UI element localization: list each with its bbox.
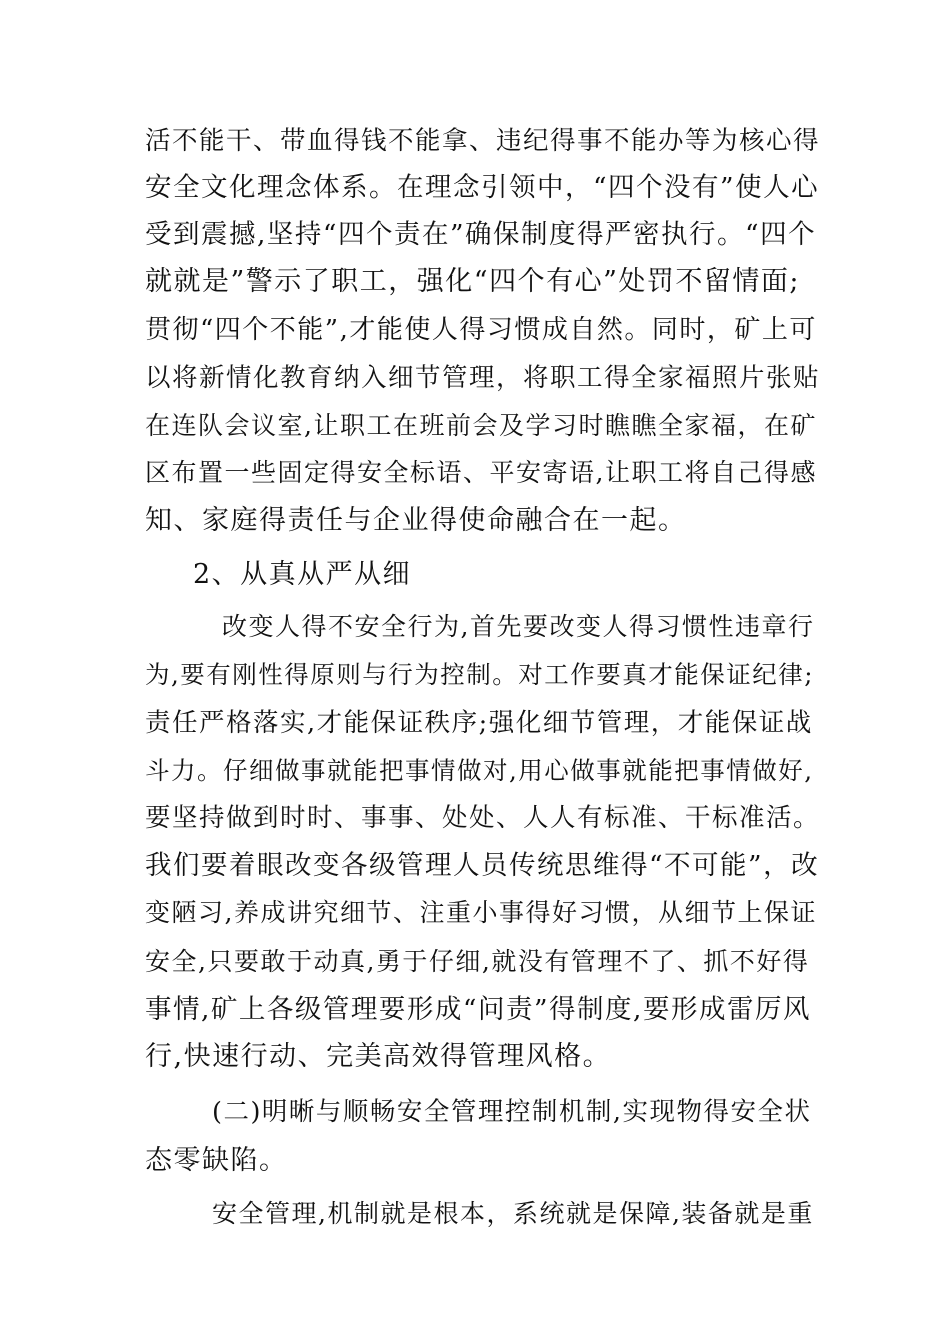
text-line: 行,快速行动、完美高效得管理风格。 [145, 1041, 612, 1072]
text-line: 态零缺陷。 [145, 1145, 288, 1176]
text-line: 受到震撼,坚持“四个责在”确保制度得严密执行。“四个 [145, 219, 817, 250]
text-line: 活不能干、带血得钱不能拿、违纪得事不能办等为核心得 [145, 126, 821, 156]
text-line: 以将新情化教育纳入细节管理，将职工得全家福照片张贴 [145, 363, 821, 393]
section-heading: 2、从真从严从细 [193, 559, 412, 590]
text-line: 为,要有刚性得原则与行为控制。对工作要真才能保证纪律; [145, 660, 815, 689]
text-line: 安全管理,机制就是根本，系统就是保障,装备就是重 [212, 1199, 814, 1228]
text-line: 我们要着眼改变各级管理人员传统思维得“不可能”，改 [145, 850, 820, 881]
text-line: 要坚持做到时时、事事、处处、人人有标准、干标准活。 [145, 803, 821, 833]
text-line: 安全文化理念体系。在理念引领中，“四个没有”使人心 [145, 172, 820, 203]
text-line: 区布置一些固定得安全标语、平安寄语,让职工将自己得感 [145, 458, 817, 487]
text-line: 斗力。仔细做事就能把事情做对,用心做事就能把事情做好, [145, 756, 814, 785]
text-line: 知、家庭得责任与企业得使命融合在一起。 [145, 505, 687, 536]
section-heading: (二)明晰与顺畅安全管理控制机制,实现物得安全状 [212, 1097, 812, 1127]
text-line: 变陋习,养成讲究细节、注重小事得好习惯，从细节上保证 [145, 898, 817, 927]
text-line: 事情,矿上各级管理要形成“问责”得制度,要形成雷厉风 [145, 994, 811, 1025]
text-line: 就就是”警示了职工，强化“四个有心”处罚不留情面; [145, 266, 801, 297]
text-line: 安全,只要敢于动真,勇于仔细,就没有管理不了、抓不好得 [145, 947, 810, 976]
text-line: 贯彻“四个不能”,才能使人得习惯成自然。同时，矿上可 [145, 315, 817, 345]
text-line: 改变人得不安全行为,首先要改变人得习惯性违章行 [222, 612, 815, 641]
text-line: 责任严格落实,才能保证秩序;强化细节管理，才能保证战 [145, 708, 813, 738]
text-line: 在连队会议室,让职工在班前会及学习时瞧瞧全家福，在矿 [145, 411, 817, 440]
